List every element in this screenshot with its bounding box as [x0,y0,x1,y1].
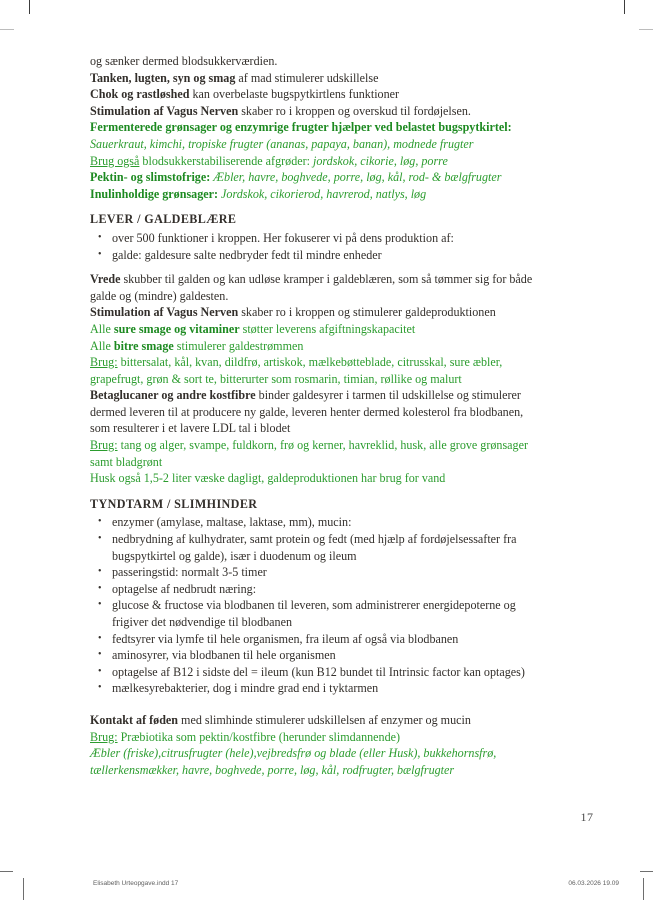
text-run: optagelse af nedbrudt næring: [112,581,257,596]
text-run: kan overbelaste bugspytkirtlens funktioner [189,87,400,102]
text-line [90,470,570,487]
text-run: frigiver det nødvendige til blodbanen [112,615,293,629]
page-number: 17 [580,810,594,824]
text-line [90,186,570,203]
crop-mark-top-right-horizontal [639,29,653,30]
bullet-item [90,680,570,697]
bullet-item-continuation [90,614,570,631]
bullet-item [90,247,570,264]
text-run: Præbiotika som pektin/kostfibre (herunder slimdannende) [117,729,401,744]
text-line [90,404,570,421]
text-line [90,136,570,153]
section-heading [90,496,570,513]
text-run: Brug: [90,355,118,370]
text-run: Husk også 1,5-2 liter væske dagligt, galdeproduktionen har brug for vand [90,471,446,486]
text-run: passeringstid: normalt 3-5 timer [112,565,267,580]
text-line [90,321,570,338]
text-run: LEVER / GALDEBLÆRE [90,212,237,227]
crop-mark-bottom-right-horizontal [640,871,653,872]
text-run: Jordskok, cikorierod, havrerod, natlys, løg [221,186,427,201]
text-line [90,103,570,120]
text-run: bittersalat, kål, kvan, dildfrø, artiskok, mælkebøtteblade, citrusskal, sure æbler, [117,355,503,370]
text-line [90,729,570,746]
text-line [90,354,570,371]
bullet-item-continuation [90,548,570,565]
text-run: grapefrugt, grøn & sort te, bitterurter som rosmarin, timian, røllike og malurt [90,371,462,386]
text-run: skaber ro i kroppen og overskud til fordøjelsen. [238,103,471,118]
text-line [90,119,570,136]
text-run: samt bladgrønt [90,454,163,469]
text-run: Alle [90,321,114,336]
text-line [90,86,570,103]
text-line [90,288,570,305]
text-run: stimulerer galdestrømmen [173,338,304,353]
text-run: og sænker dermed blodsukkerværdien. [90,54,278,68]
text-run: Pektin- og slimstofrige: [90,170,214,185]
crop-mark-bottom-left-horizontal [0,871,13,872]
text-run: Sauerkraut, kimchi, tropiske frugter (ananas, papaya, banan), modnede frugter [90,136,474,151]
text-run: Brug: [90,729,118,744]
text-run: Betaglucaner og andre kostfibre [90,388,256,403]
bullet-item [90,531,570,548]
text-run: galde og (mindre) galdesten. [90,288,229,303]
text-line [90,745,570,762]
text-run: Inulinholdige grønsager: [90,186,222,201]
text-run: dermed leveren til at producere ny galde, leveren henter dermed kolesterol fra blodbanen, [90,404,524,419]
text-run: skubber til galden og kan udløse kramper i galdeblæren, som så tømmer sig for både [120,272,533,287]
text-run: Alle [90,338,114,353]
text-run: nedbrydning af kulhydrater, samt protein og fedt (med hjælp af fordøjelsessafter fra [112,532,517,547]
text-run: binder galdesyrer i tarmen til udskillelse og stimulerer [255,388,521,403]
text-line [90,387,570,404]
text-run: blodsukkerstabiliserende afgrøder: [139,153,314,168]
crop-mark-top-left-horizontal [0,29,14,30]
text-run: optagelse af B12 i sidste del = ileum (kun B12 bundet til Intrinsic factor kan optages) [112,664,525,679]
bullet-item [90,664,570,681]
text-run: som resulterer i et lavere LDL tal i blodet [90,421,291,436]
text-run: Kontakt af føden [90,712,179,727]
bullet-item [90,564,570,581]
crop-mark-bottom-left-vertical [23,878,24,900]
text-run: fedtsyrer via lymfe til hele organismen, fra ileum af også via blodbanen [112,631,459,646]
text-run: enzymer (amylase, maltase, laktase, mm), mucin: [112,515,352,530]
text-run: Tanken, lugten, syn og smag [90,70,236,85]
text-run: glucose & fructose via blodbanen til leveren, som administrerer energidepoterne og [112,598,516,613]
text-line [90,454,570,471]
text-run: tællerkensmækker, havre, boghvede, porre, løg, kål, rodfrugter, bælgfrugter [90,762,455,777]
text-run: Fermenterede grønsager og enzymrige frugter hjælper ved belastet bugspytkirtel: [90,120,512,135]
text-run: Æbler (friske),citrusfrugter (hele),vejbredsfrø og blade (eller Husk), bukkehornsfrø, [90,746,497,761]
text-line [90,70,570,87]
bullet-item [90,581,570,598]
page-content [90,53,570,778]
text-run: galde: galdesure salte nedbryder fedt til mindre enheder [112,247,382,262]
bullet-item [90,597,570,614]
text-line [90,304,570,321]
footer-filename: Elisabeth Urteopgave.indd 17 [93,880,179,887]
text-line [90,762,570,779]
bullet-item [90,647,570,664]
text-line [90,712,570,729]
section-heading [90,211,570,228]
text-run: støtter leverens afgiftningskapacitet [239,321,416,336]
crop-mark-top-left-vertical [29,0,30,14]
text-run: aminosyrer, via blodbanen til hele organismen [112,648,336,663]
text-run: skaber ro i kroppen og stimulerer galdeproduktionen [238,305,496,320]
text-line [90,371,570,388]
text-run: Chok og rastløshed [90,87,190,102]
text-run: tang og alger, svampe, fuldkorn, frø og kerner, havreklid, husk, alle grove grønsager [117,438,528,453]
text-line [90,420,570,437]
text-line [90,169,570,186]
text-line [90,338,570,355]
text-run: bugspytkirtel og galde), især i duodenum og ileum [112,548,357,563]
text-run: TYNDTARM / SLIMHINDER [90,496,258,511]
bullet-item [90,631,570,648]
text-run: mælkesyrebakterier, dog i mindre grad end i tyktarmen [112,681,379,696]
crop-mark-top-right-vertical [624,0,625,14]
text-line [90,153,570,170]
text-line [90,53,570,70]
text-line [90,437,570,454]
footer-timestamp: 06.03.2026 19.09 [568,880,619,887]
text-run: over 500 funktioner i kroppen. Her fokuserer vi på dens produktion af: [112,230,454,245]
bullet-item [90,514,570,531]
text-run: Æbler, havre, boghvede, porre, løg, kål, rod- & bælgfrugter [213,170,502,185]
bullet-item [90,230,570,247]
text-run: Stimulation af Vagus Nerven [90,305,239,320]
text-run: Vrede [90,272,121,287]
crop-mark-bottom-right-vertical [643,878,644,900]
text-run: bitre smage [113,338,174,353]
text-run: Stimulation af Vagus Nerven [90,103,239,118]
text-run: jordskok, cikorie, løg, porre [313,153,448,168]
text-run: Brug også [90,153,140,168]
text-run: af mad stimulerer udskillelse [235,70,379,85]
text-run: Brug: [90,438,118,453]
text-run: sure smage og vitaminer [113,321,240,336]
text-line [90,271,570,288]
text-run: med slimhinde stimulerer udskillelsen af enzymer og mucin [178,712,471,727]
